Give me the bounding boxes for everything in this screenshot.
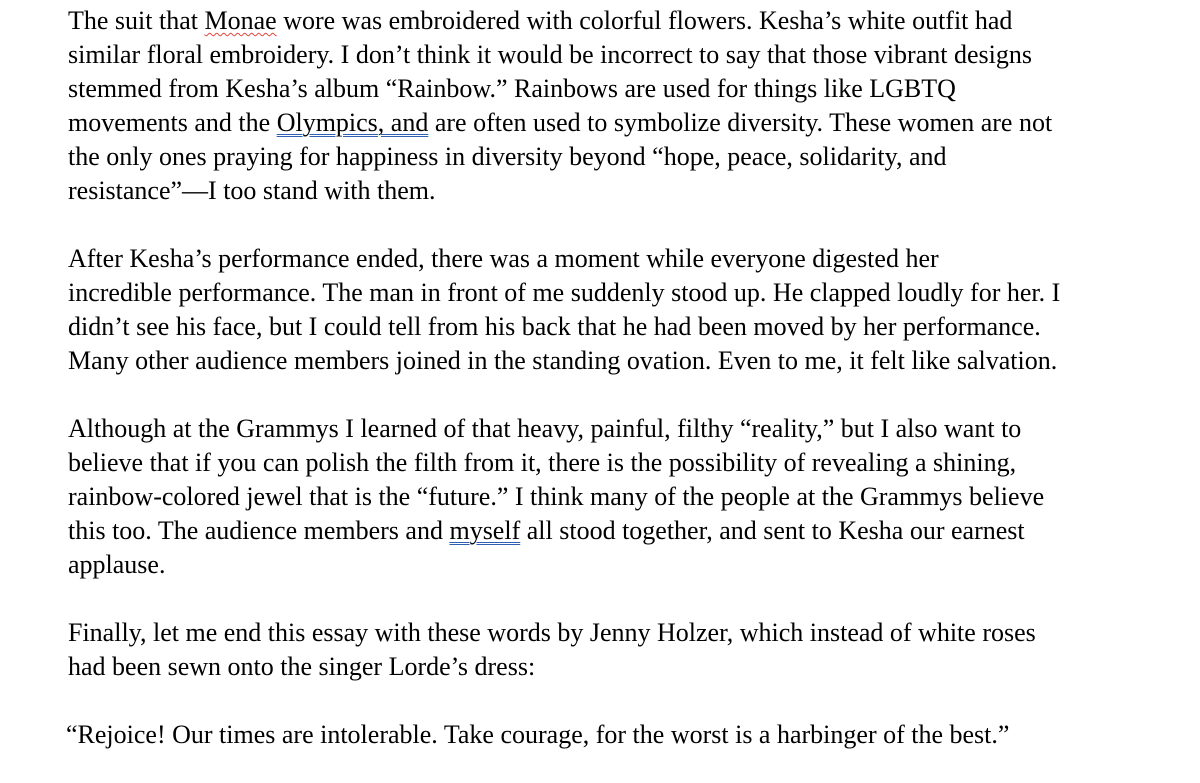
text-run: After Kesha’s performance ended, there was a moment while everyone digested her [68, 244, 939, 273]
paragraph [32, 242, 1172, 378]
text-run: similar floral embroidery. I don’t think it would be incorrect to say that those vibrant designs [68, 40, 1032, 69]
text-run: Although at the Grammys I learned of that heavy, painful, filthy “reality,” but I also want to [68, 414, 1022, 443]
text-line [32, 650, 1172, 684]
text-run: are often used to symbolize diversity. These women are not [428, 108, 1053, 137]
document-body [32, 4, 1172, 752]
text-line [32, 446, 1172, 480]
text-run: all stood together, and sent to Kesha our earnest [520, 516, 1025, 545]
text-line [32, 480, 1172, 514]
text-run: Many other audience members joined in the standing ovation. Even to me, it felt like salvation. [68, 346, 1058, 375]
grammar-flagged-phrase[interactable]: Olympics, and [276, 108, 429, 137]
text-run: this too. The audience members and [68, 516, 450, 545]
text-line [32, 140, 1172, 174]
text-run: the only ones praying for happiness in diversity beyond “hope, peace, solidarity, and [68, 142, 947, 171]
text-run: resistance”—I too stand with them. [68, 176, 436, 205]
text-run: stemmed from Kesha’s album “Rainbow.” Rainbows are used for things like LGBTQ [68, 74, 956, 103]
text-line [32, 616, 1172, 650]
text-run: rainbow-colored jewel that is the “future.” I think many of the people at the Grammys believe [68, 482, 1045, 511]
text-run: believe that if you can polish the filth from it, there is the possibility of revealing a shining, [68, 448, 1017, 477]
text-line [32, 514, 1172, 548]
text-line [32, 310, 1172, 344]
text-line [32, 38, 1172, 72]
text-run: applause. [68, 550, 166, 579]
text-line [32, 412, 1172, 446]
essay-paragraphs [32, 4, 1172, 684]
text-run: didn’t see his face, but I could tell from his back that he had been moved by her performance. [68, 312, 1041, 341]
text-run: movements and the [68, 108, 277, 137]
text-line [32, 106, 1172, 140]
text-line [32, 174, 1172, 208]
text-run: wore was embroidered with colorful flowers. Kesha’s white outfit had [276, 6, 1013, 35]
paragraph [32, 616, 1172, 684]
closing-quote: “Rejoice! Our times are intolerable. Take courage, for the worst is a harbinger of the best.” [66, 720, 1010, 749]
text-run: The suit that [68, 6, 205, 35]
text-run: incredible performance. The man in front of me suddenly stood up. He clapped loudly for her. I [68, 278, 1061, 307]
text-line [32, 72, 1172, 106]
text-line [32, 276, 1172, 310]
paragraph [32, 4, 1172, 208]
spellcheck-flagged-word[interactable]: Monae [204, 6, 277, 35]
text-line [32, 4, 1172, 38]
text-run: had been sewn onto the singer Lorde’s dress: [68, 652, 536, 681]
text-line [32, 344, 1172, 378]
grammar-flagged-phrase[interactable]: myself [449, 516, 521, 545]
text-line [32, 548, 1172, 582]
paragraph [32, 412, 1172, 582]
text-run: Finally, let me end this essay with these words by Jenny Holzer, which instead of white roses [68, 618, 1036, 647]
text-line [32, 242, 1172, 276]
